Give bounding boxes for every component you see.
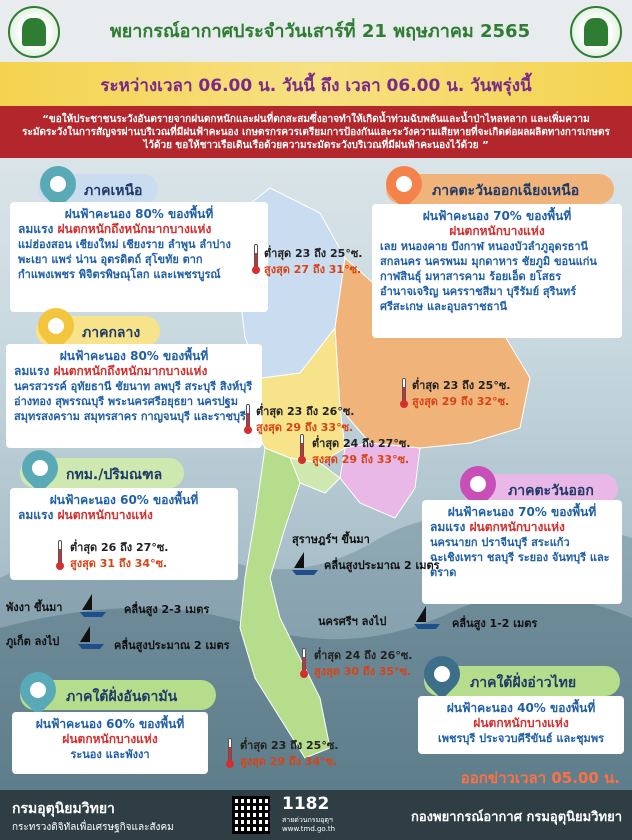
thermometer-icon xyxy=(400,378,408,408)
hotline-label: สายด่วนกรมอุตุฯ xyxy=(282,816,333,824)
page-title: พยากรณ์อากาศประจำวันเสาร์ที่ 21 พฤษภาคม 2565 xyxy=(109,21,531,42)
northeast-line1: ฝนฟ้าคะนอง 70% ของพื้นที่ xyxy=(422,209,572,223)
footer xyxy=(0,790,632,840)
bangkok-low: ต่ำสุด 26 ถึง 27°ซ. xyxy=(70,541,169,554)
sea-phangnga-wave: คลื่นสูง 2-3 เมตร xyxy=(124,603,210,616)
east-title: ภาคตะวันออก xyxy=(508,483,594,499)
sea-phuket-place: ภูเก็ต ลงไป xyxy=(6,635,60,648)
temp-northeast xyxy=(412,378,510,410)
temp-south-andaman xyxy=(240,738,338,770)
thermometer-icon xyxy=(244,404,252,434)
south-gulf-line1: ฝนฟ้าคะนอง 40% ของพื้นที่ xyxy=(446,701,596,715)
northeast-provinces: เลย หนองคาย บึงกาฬ หนองบัวลำภูอุดรธานี สกลนคร นครพนม มุกดาหาร ชัยภูมิ ขอนแก่น กาฬสินธุ์ มหาสารคาม ร้อยเอ็ด ยโสธร อำนาจเจริญ นครราชสีมา บุรีรัมย์ สุรินทร์ ศรีสะเกษ และอุบลราชธานี xyxy=(380,240,597,313)
east-upper-low: ต่ำสุด 24 ถึง 27°ซ. xyxy=(312,437,411,450)
sea-nakhon-place: นครศรีฯ ลงไป xyxy=(318,615,387,628)
south-andaman-rain: ฝนตกหนักบางแห่ง xyxy=(62,732,158,746)
south-gulf-high: สูงสุด 30 ถึง 35°ซ. xyxy=(314,665,412,678)
sea-surat-place: สุราษฎร์ฯ ขึ้นมา xyxy=(292,533,370,546)
south-andaman-provinces: ระนอง และพังงา xyxy=(70,748,150,761)
north-title: ภาคเหนือ xyxy=(84,183,143,199)
issued-time: ออกข่าวเวลา 05.00 น. xyxy=(460,769,620,787)
south-gulf-low: ต่ำสุด 24 ถึง 26°ซ. xyxy=(314,649,413,662)
period-banner xyxy=(0,62,632,106)
header xyxy=(0,0,632,62)
warning-text: “ขอให้ประชาชนระวังอันตรายจากฝนตกหนักและฝนที่ตกสะสมซึ่งอาจทำให้เกิดน้ำท่วมฉับพลันและน้ำป่าไหลหลาก และเพิ่มความระมัดระวังในการสัญจรผ่านบริเวณที่มีฝนฟ้าคะนอง เกษตรกรควรเตรียมการป้องกันและระวังความเสียหายที่จะเกิดต่อผลผลิตทางการเกษตรไว้ด้วย ขอให้ชาวเรือเดินเรือด้วยความระมัดระวังบริเวณที่มีฝนฟ้าคะนองไว้ด้วย ” xyxy=(22,114,610,151)
card-northeast xyxy=(372,204,622,338)
northeast-high: สูงสุด 29 ถึง 32°ซ. xyxy=(412,395,510,408)
northeast-rain: ฝนตกหนักบางแห่ง xyxy=(449,224,545,238)
tmd-logo-icon xyxy=(570,6,622,58)
ministry-logo-icon xyxy=(8,6,60,58)
hotline-sub xyxy=(282,816,335,834)
period-text: ระหว่างเวลา 06.00 น. วันนี้ ถึง เวลา 06.00 น. วันพรุ่งนี้ xyxy=(100,76,532,96)
east-rain: ฝนตกหนักบางแห่ง xyxy=(469,520,565,534)
website-link[interactable]: www.tmd.go.th xyxy=(282,825,335,833)
south-gulf-title: ภาคใต้ฝั่งอ่าวไทย xyxy=(470,675,577,691)
card-central xyxy=(6,344,262,448)
south-andaman-line1: ฝนฟ้าคะนอง 60% ของพื้นที่ xyxy=(35,717,185,731)
sailboat-icon xyxy=(412,604,442,630)
warning-banner xyxy=(0,106,632,158)
north-rain: ฝนตกหนักถึงหนักมากบางแห่ง xyxy=(57,222,212,236)
east-wind: ลมแรง xyxy=(430,520,466,534)
central-title: ภาคกลาง xyxy=(82,325,141,341)
north-line1: ฝนฟ้าคะนอง 80% ของพื้นที่ xyxy=(64,207,214,221)
south-gulf-provinces: เพชรบุรี ประจวบคีรีขันธ์ และชุมพร xyxy=(438,732,604,745)
central-rain: ฝนตกหนักถึงหนักมากบางแห่ง xyxy=(53,364,208,378)
thermometer-icon xyxy=(298,434,306,464)
bangkok-high: สูงสุด 31 ถึง 34°ซ. xyxy=(70,557,168,570)
card-north xyxy=(10,202,268,312)
sea-phangnga-place: พังงา ขึ้นมา xyxy=(6,601,63,614)
thermometer-icon xyxy=(56,540,64,570)
temp-south-gulf xyxy=(314,648,412,680)
sailboat-icon xyxy=(78,592,108,618)
northeast-title: ภาคตะวันออกเฉียงเหนือ xyxy=(432,183,580,199)
south-andaman-low: ต่ำสุด 23 ถึง 25°ซ. xyxy=(240,739,339,752)
central-high: สูงสุด 29 ถึง 33°ซ. xyxy=(256,421,354,434)
footer-division: กองพยากรณ์อากาศ กรมอุตุนิยมวิทยา xyxy=(410,810,622,825)
hotline-number: 1182 xyxy=(282,794,330,814)
card-south-gulf xyxy=(418,696,624,754)
north-high: สูงสุด 27 ถึง 31°ซ. xyxy=(264,263,362,276)
central-wind: ลมแรง xyxy=(14,364,50,378)
footer-org: กรมอุตุนิยมวิทยา xyxy=(12,801,115,817)
temp-bangkok xyxy=(70,540,168,572)
east-line1: ฝนฟ้าคะนอง 70% ของพื้นที่ xyxy=(447,505,597,519)
northeast-low: ต่ำสุด 23 ถึง 25°ซ. xyxy=(412,379,511,392)
sea-surat-wave: คลื่นสูงประมาณ 2 เมตร xyxy=(324,559,440,572)
temp-central xyxy=(256,404,354,436)
bangkok-rain: ฝนตกหนักบางแห่ง xyxy=(57,508,153,522)
thermometer-icon xyxy=(252,244,260,274)
card-south-andaman xyxy=(12,712,208,774)
central-provinces: นครสวรรค์ อุทัยธานี ชัยนาท ลพบุรี สระบุรี สิงห์บุรี อ่างทอง สุพรรณบุรี พระนครศรีอยุธยา นครปฐม สมุทรสงคราม สมุทรสาคร กาญจนบุรี และราชบุรี xyxy=(14,380,253,423)
east-upper-high: สูงสุด 29 ถึง 33°ซ. xyxy=(312,453,410,466)
sailboat-icon xyxy=(76,624,106,650)
footer-ministry: กระทรวงดิจิทัลเพื่อเศรษฐกิจและสังคม xyxy=(12,822,174,833)
bangkok-line1: ฝนฟ้าคะนอง 60% ของพื้นที่ xyxy=(49,493,199,507)
south-andaman-high: สูงสุด 29 ถึง 34°ซ. xyxy=(240,755,338,768)
south-andaman-title: ภาคใต้ฝั่งอันดามัน xyxy=(66,689,178,705)
bangkok-wind: ลมแรง xyxy=(18,508,54,522)
east-provinces: นครนายก ปราจีนบุรี สระแก้ว ฉะเชิงเทรา ชลบุรี ระยอง จันทบุรี และตราด xyxy=(430,536,610,579)
sea-nakhon-wave: คลื่นสูง 1-2 เมตร xyxy=(452,617,538,630)
sailboat-icon xyxy=(290,550,320,576)
card-east xyxy=(422,500,622,604)
central-low: ต่ำสุด 23 ถึง 26°ซ. xyxy=(256,405,355,418)
central-line1: ฝนฟ้าคะนอง 80% ของพื้นที่ xyxy=(59,349,209,363)
north-provinces: แม่ฮ่องสอน เชียงใหม่ เชียงราย ลำพูน ลำปาง พะเยา แพร่ น่าน อุตรดิตถ์ สุโขทัย ตาก กำแพงเพชร พิจิตรพิษณุโลก และเพชรบูรณ์ xyxy=(18,238,231,281)
sea-phuket-wave: คลื่นสูงประมาณ 2 เมตร xyxy=(114,639,230,652)
south-gulf-rain: ฝนตกหนักบางแห่ง xyxy=(473,716,569,730)
temp-north xyxy=(264,246,362,278)
north-low: ต่ำสุด 23 ถึง 25°ซ. xyxy=(264,247,363,260)
bangkok-title: กทม./ปริมณฑล xyxy=(66,467,163,483)
north-wind: ลมแรง xyxy=(18,222,54,236)
qr-code-icon[interactable] xyxy=(232,796,270,834)
temp-east-upper xyxy=(312,436,410,468)
thermometer-icon xyxy=(226,738,234,768)
thermometer-icon xyxy=(300,648,308,678)
